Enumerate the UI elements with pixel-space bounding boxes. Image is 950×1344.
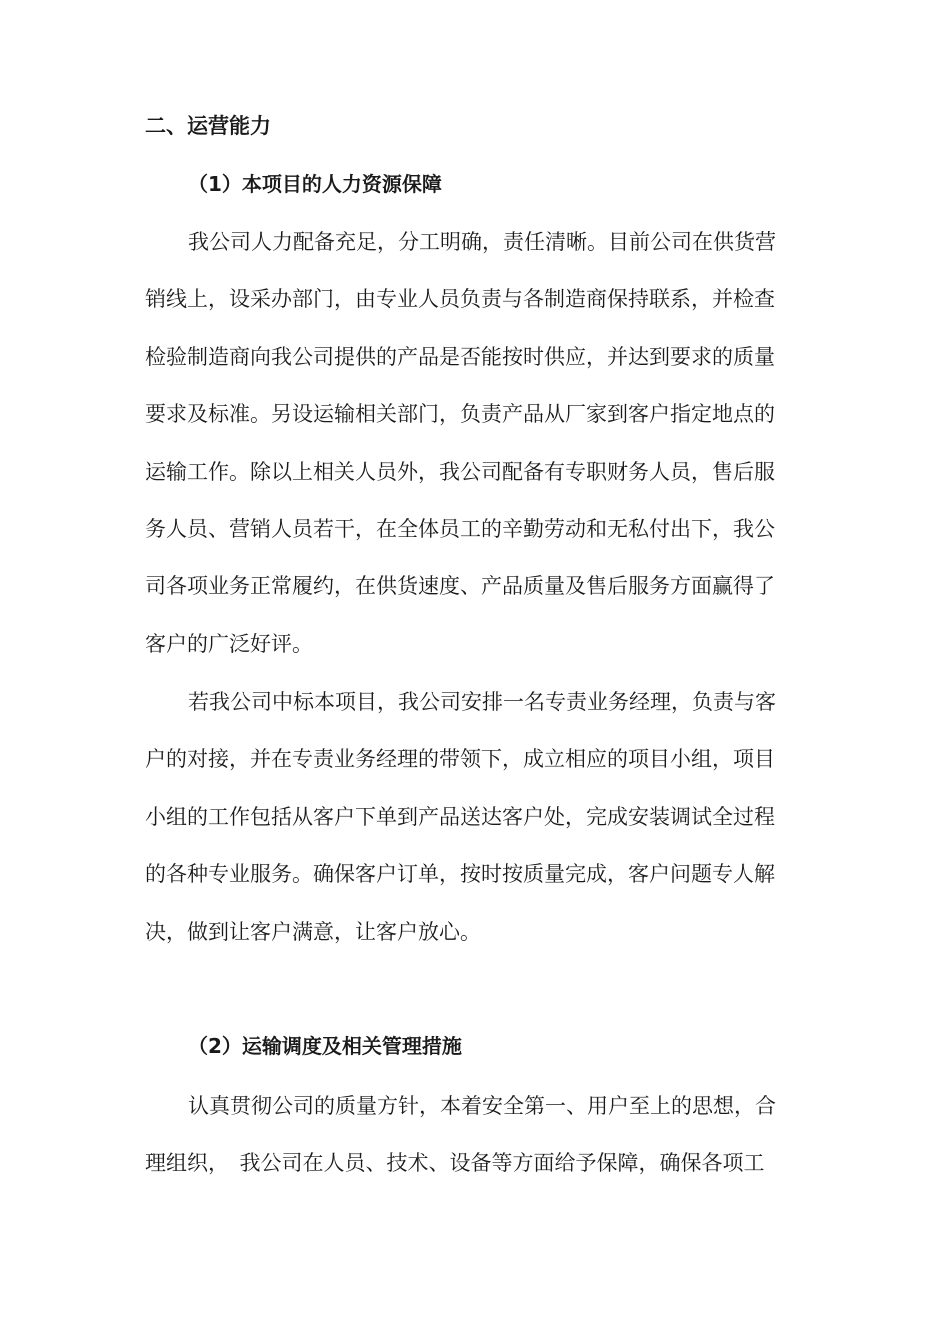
paragraph-line: 户的对接，并在专责业务经理的带领下，成立相应的项目小组，项目: [145, 747, 775, 772]
paragraph-line: 认真贯彻公司的质量方针，本着安全第一、用户至上的思想，合: [188, 1094, 776, 1118]
paragraph-project-team: [145, 674, 815, 961]
paragraph-line: 理组织， 我公司在人员、技术、设备等方面给予保障，确保各项工: [145, 1151, 765, 1176]
paragraph-line: 决，做到让客户满意，让客户放心。: [145, 919, 481, 944]
paragraph-line: 要求及标准。另设运输相关部门，负责产品从厂家到客户指定地点的: [145, 402, 775, 427]
paragraph-line: 检验制造商向我公司提供的产品是否能按时供应，并达到要求的质量: [145, 344, 775, 369]
paragraph-line: 的各种专业服务。确保客户订单，按时按质量完成，客户问题专人解: [145, 862, 775, 887]
paragraph-line: 若我公司中标本项目，我公司安排一名专责业务经理，负责与客: [188, 690, 776, 714]
paragraph-line: 运输工作。除以上相关人员外，我公司配备有专职财务人员，售后服: [145, 459, 775, 484]
paragraph-line: 销线上，设采办部门，由专业人员负责与各制造商保持联系，并检查: [145, 287, 775, 312]
section-title: 二、运营能力: [145, 114, 271, 138]
paragraph-line: 小组的工作包括从客户下单到产品送达客户处，完成安装调试全过程: [145, 804, 775, 829]
paragraph-line: 务人员、营销人员若干，在全体员工的辛勤劳动和无私付出下，我公: [145, 516, 775, 541]
paragraph-line: 客户的广泛好评。: [145, 631, 313, 656]
subsection-heading-2: （2）运输调度及相关管理措施: [188, 1034, 462, 1058]
paragraph-line: 司各项业务正常履约，在供货速度、产品质量及售后服务方面赢得了: [145, 574, 775, 599]
subsection-heading-1: （1）本项目的人力资源保障: [188, 172, 442, 196]
paragraph-transport-management: [145, 1078, 815, 1193]
paragraph-hr-staffing: [145, 214, 815, 673]
paragraph-line: 我公司人力配备充足，分工明确，责任清晰。目前公司在供货营: [188, 230, 776, 254]
